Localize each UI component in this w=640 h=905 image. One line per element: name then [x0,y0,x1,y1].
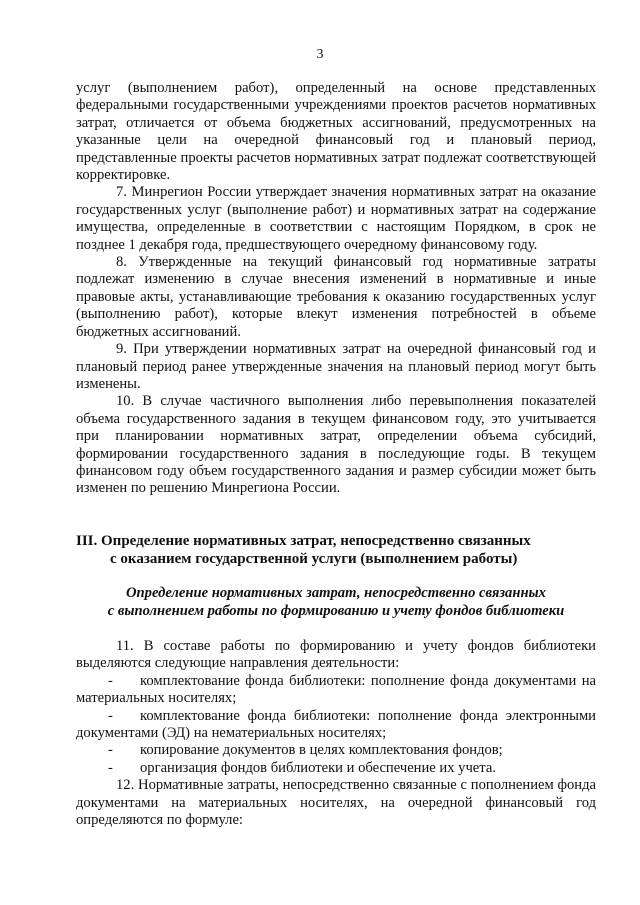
list-item-text: комплектование фонда библиотеки: пополнение фонда документами на материальных носителях; [76,672,596,707]
paragraph-11: 11. В составе работы по формированию и учету фондов библиотеки выделяются следующие направления деятельности: [76,638,596,672]
paragraph-8: 8. Утвержденные на текущий финансовый год нормативные затраты подлежат изменению в случае внесения изменений в нормативные и иные правовые акты, устанавливающие требования к оказанию государственных услуг (выполнению работ), которые влекут изменения потребностей в объеме бюджетных ассигнований. [76,254,596,340]
list-item [76,673,596,708]
paragraph-9: 9. При утверждении нормативных затрат на очередной финансовый год и плановый период ранее утвержденные значения на плановый период могут быть изменены. [76,341,596,392]
list-item-text: комплектование фонда библиотеки: пополнение фонда электронными документами (ЭД) на нематериальных носителях; [76,707,596,742]
page-number: 3 [316,47,324,62]
list-dash: - [108,707,113,724]
list-dash: - [108,742,113,759]
paragraph-12: 12. Нормативные затраты, непосредственно связанные с пополнением фонда документами на материальных носителях, на очередной финансовый год определяются по формуле: [76,777,596,829]
list-item [76,708,596,743]
list-dash: - [108,759,113,776]
subsection-title-line-1: Определение нормативных затрат, непосредственно связанных [126,585,546,601]
section-title-line-2: с оказанием государственной услуги (выполнением работы) [110,551,518,567]
paragraph-continuation: услуг (выполнением работ), определенный на основе представленных федеральными государственными учреждениями проектов расчетов нормативных затрат, отличается от объема бюджетных ассигнований, предусмотренных на указанные цели на очередной финансовый год и плановый период, представленные проекты расчетов нормативных затрат подлежат соответствующей корректировке. [76,80,596,184]
list-item-text: копирование документов в целях комплектования фондов; [140,742,503,759]
subsection-title-line-2: с выполнением работы по формированию и учету фондов библиотеки [107,603,565,619]
subsection-title [76,584,596,620]
list-item-text: организация фондов библиотеки и обеспечение их учета. [140,759,496,776]
list-item [76,742,596,759]
section-title-line-1: III. Определение нормативных затрат, непосредственно связанных [76,533,531,549]
paragraph-7: 7. Минрегион России утверждает значения нормативных затрат на оказание государственных услуг (выполнение работ) и нормативных затрат на содержание имущества, определенные в соответствии с настоящим Порядком, в срок не позднее 1 декабря года, предшествующего очередному финансовому году. [76,184,596,253]
section-title [76,532,596,568]
body-text-top [76,80,596,498]
paragraph-10: 10. В случае частичного выполнения либо перевыполнения показателей объема государственного задания в текущем финансовом году, это учитывается при планировании нормативных затрат, определении объема субсидий, формировании государственного задания в последующие годы. В текущем финансовом году объем государственного задания и размер субсидии может быть изменен по решению Минрегиона России. [76,393,596,497]
list-dash: - [108,672,113,689]
body-text-bottom [76,638,596,829]
list-item [76,760,596,777]
